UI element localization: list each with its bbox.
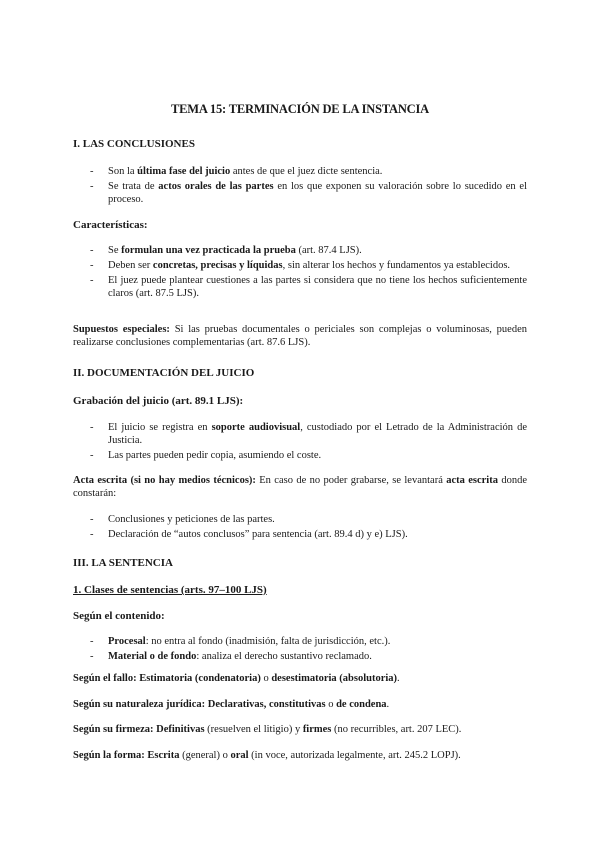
caracteristicas-heading: Características: [73, 219, 148, 231]
firmeza-paragraph: Según su firmeza: Definitivas (resuelven el litigio) y firmes (no recurribles, art. 207 LEC). [73, 724, 462, 735]
list-item: - Declaración de “autos conclusos” para sentencia (art. 89.4 d) y e) LJS). [73, 528, 527, 541]
list-item: - Se formulan una vez practicada la prueba (art. 87.4 LJS). [73, 244, 527, 257]
supuestos-paragraph: Supuestos especiales: Si las pruebas documentales o periciales son complejas o voluminosas, pueden realizarse conclusiones complementarias (art. 87.6 LJS). [73, 324, 527, 348]
section-heading-documentacion: II. DOCUMENTACIÓN DEL JUICIO [73, 367, 255, 379]
list-item: - Procesal: no entra al fondo (inadmisión, falta de jurisdicción, etc.). [73, 635, 527, 648]
list-item: - Deben ser concretas, precisas y líquidas, sin alterar los hechos y fundamentos ya establecidos. [73, 259, 527, 272]
list-item: - Se trata de actos orales de las partes en los que exponen su valoración sobre lo sucedido en el proceso. [73, 180, 527, 206]
subheading-clases: 1. Clases de sentencias (arts. 97–100 LJS) [73, 584, 267, 596]
acta-list [73, 513, 527, 543]
contenido-list [73, 635, 527, 665]
page-title: TEMA 15: TERMINACIÓN DE LA INSTANCIA [171, 102, 429, 116]
list-item: - Las partes pueden pedir copia, asumiendo el coste. [73, 449, 527, 462]
list-item: - El juicio se registra en soporte audiovisual, custodiado por el Letrado de la Administración de Justicia. [73, 421, 527, 447]
naturaleza-paragraph: Según su naturaleza jurídica: Declarativas, constitutivas o de condena. [73, 699, 390, 710]
grabacion-heading: Grabación del juicio (art. 89.1 LJS): [73, 395, 244, 407]
section-heading-conclusiones: I. LAS CONCLUSIONES [73, 138, 195, 150]
caracteristicas-list [73, 244, 527, 302]
list-item: - Son la última fase del juicio antes de que el juez dicte sentencia. [73, 165, 527, 178]
acta-paragraph: Acta escrita (si no hay medios técnicos): En caso de no poder grabarse, se levantará acta escrita donde constarán: [73, 475, 528, 499]
contenido-heading: Según el contenido: [73, 610, 165, 622]
section-heading-sentencia: III. LA SENTENCIA [73, 557, 173, 569]
list-item: - El juez puede plantear cuestiones a las partes si considera que no tiene los hechos suficientemente claros (art. 87.5 LJS). [73, 274, 527, 300]
fallo-paragraph: Según el fallo: Estimatoria (condenatoria) o desestimatoria (absolutoria). [73, 673, 400, 684]
conclusiones-list [73, 165, 527, 208]
list-item: - Conclusiones y peticiones de las partes. [73, 513, 527, 526]
list-item: - Material o de fondo: analiza el derecho sustantivo reclamado. [73, 650, 527, 663]
grabacion-list [73, 421, 527, 464]
forma-paragraph: Según la forma: Escrita (general) o oral (in voce, autorizada legalmente, art. 245.2 LOPJ). [73, 750, 461, 761]
